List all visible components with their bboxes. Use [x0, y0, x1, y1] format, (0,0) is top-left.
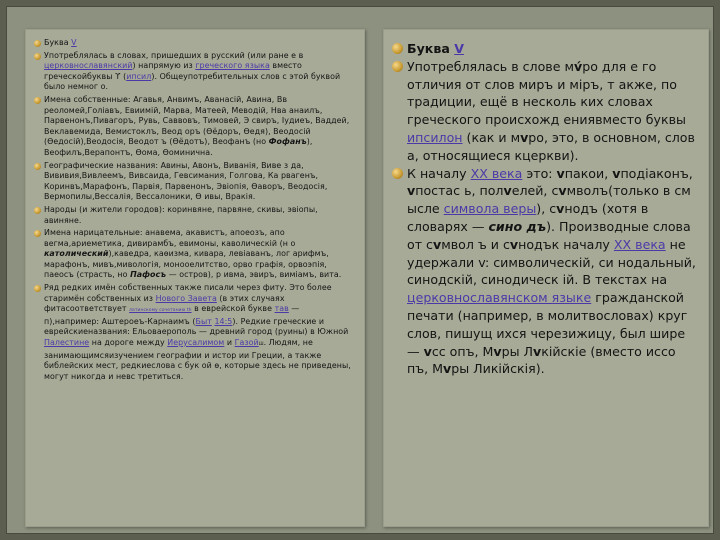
- text-run: ), с: [536, 201, 557, 217]
- bullet-icon: [392, 168, 403, 179]
- text-run: елей, с: [511, 183, 559, 199]
- text-run: Фофанъ: [268, 137, 307, 147]
- text-run: ). Производные слова от с: [407, 218, 691, 252]
- bullet-icon: [34, 163, 41, 170]
- text-run: Имена нарицательные: анавема, акавистъ, апоеозъ, апо вегма,ариеметика, дивирамбъ, евимоны, каволическій (н о: [44, 228, 296, 248]
- text-run: сс опъ, М: [431, 343, 494, 359]
- text-run: Имена собственные: Агавья, Анвимъ, Аванасій, Авина, Вв реоломей,Голіавъ, Евиимій, Марва, Матеей, Меводій, Нва анаилъ, Парвенонъ,Пивагоръ, Рувь, Саввовъ, Тимовей, Э свиръ, Іудиеъ, Ваддей, Веклавемида, Вемистоклъ, Веод оръ (Өёдоръ, Өедя), Веодосій (Өедосій),Веодосія, Веодот ъ (Өёдотъ), Веофанъ (но: [44, 94, 350, 147]
- right-text-panel: [383, 29, 709, 527]
- text-run: Пафосъ: [130, 270, 167, 280]
- text-run: v: [556, 165, 565, 181]
- text-run: подіаконъ,: [620, 165, 693, 181]
- bullet-item: [34, 95, 356, 159]
- text-run: в еврейской букве: [191, 304, 275, 314]
- text-link[interactable]: церковнославянском языке: [407, 290, 592, 306]
- text-run: и: [224, 338, 235, 348]
- text-run: ро для е го отличия от слов миръ и міръ, т акже, по традиции, ещё в несколь ких словах греческого происхожд ениявместо буквы: [407, 58, 686, 128]
- text-run: нодък началу: [518, 236, 614, 252]
- text-run: это:: [522, 165, 557, 181]
- bullet-item: [34, 228, 356, 281]
- text-link[interactable]: Газой: [234, 338, 259, 348]
- bullet-icon: [34, 53, 41, 60]
- text-run: ) напрямую из: [132, 61, 196, 71]
- text-link[interactable]: 14:5: [214, 316, 233, 326]
- text-link[interactable]: Палестине: [44, 338, 90, 348]
- text-run: v: [423, 343, 432, 359]
- bullet-icon: [34, 40, 41, 47]
- bullet-item: [34, 38, 356, 49]
- text-run: кійскіе (вместо иссо пъ, М: [407, 343, 676, 377]
- text-link[interactable]: символа веры: [443, 201, 537, 217]
- text-run: мвол ъ и с: [441, 236, 510, 252]
- text-run: ро, это, в основном, слов а, относящиеся кцеркви).: [407, 129, 695, 163]
- text-run: вместо греческойбуквы ϒ (: [44, 61, 302, 81]
- text-run: Ш: [258, 342, 264, 348]
- text-link[interactable]: греческого языка: [195, 61, 270, 71]
- text-link[interactable]: V: [71, 38, 77, 47]
- text-run: v: [407, 183, 416, 199]
- text-run: гражданской печати (например, в молитвословах) круг слов, пишущ ихся черезижицу, был шире —: [407, 290, 688, 359]
- text-run: сино дъ: [488, 218, 547, 234]
- text-link[interactable]: ипсилон: [407, 129, 463, 145]
- bullet-item: [34, 283, 356, 382]
- bullet-item: [34, 51, 356, 93]
- bullet-icon: [34, 285, 41, 292]
- text-link[interactable]: ипсил: [126, 71, 152, 81]
- text-run: (в этих случаях фитасоответствует: [44, 293, 285, 314]
- text-run: v: [503, 183, 512, 199]
- bullet-item: [34, 161, 356, 203]
- text-run: Буква: [407, 41, 455, 56]
- bullet-icon: [34, 97, 41, 104]
- text-run: Ряд редких имён собственных также писали через фиту. Это более старимён собственных из: [44, 283, 332, 303]
- text-run: . Людям, не занимающимсяизучением географии и истор ии Греции, а также библейских мест, редкиеслова с бук ой ѳ, которые здесь не приведены, могут никогда и невс третиться.: [44, 338, 351, 381]
- text-link[interactable]: Нового Завета: [155, 293, 217, 303]
- text-run: v: [520, 129, 529, 145]
- text-run: v: [432, 236, 442, 252]
- text-run: ры Л: [501, 343, 534, 359]
- bullet-item: [34, 205, 356, 226]
- text-run: на дороге между: [89, 338, 168, 348]
- bullet-icon: [34, 230, 41, 237]
- text-run: ). Редкие греческие и еврейскиеназвания: Ельоваерополь — древний город (руины) в Южной: [44, 316, 349, 337]
- text-run: v: [509, 236, 519, 252]
- text-link[interactable]: XX века: [613, 236, 666, 252]
- text-run: ). Общеупотребительных слов с этой буквой было немног о.: [44, 71, 341, 92]
- text-run: v: [533, 343, 542, 359]
- right-bullet-list: [392, 40, 700, 378]
- slide-frame: [6, 6, 714, 534]
- text-run: — п),например: Аштероеъ-Карнаимъ (: [44, 304, 300, 326]
- text-run: Буква: [44, 38, 72, 47]
- text-run: v: [612, 165, 621, 181]
- text-run: — остров), р ивма, эвиръ, вимiамъ, вита.: [166, 270, 342, 280]
- bullet-icon: [392, 61, 403, 72]
- left-text-panel: [25, 29, 365, 527]
- bullet-item: [392, 40, 700, 58]
- text-link[interactable]: церковнославянский: [44, 61, 133, 71]
- text-link[interactable]: XX века: [470, 165, 523, 181]
- bullet-item: [392, 58, 700, 165]
- text-run: не удержали v: символическій, си нодальный, синодскій, синодическ ій. В текстах на: [407, 236, 696, 288]
- bullet-icon: [392, 43, 403, 54]
- text-run: католический: [44, 249, 109, 259]
- text-run: v: [493, 343, 502, 359]
- text-run: Употреблялась в словах, пришедших в русский (или ране е в: [44, 50, 304, 60]
- left-bullet-list: [34, 38, 356, 382]
- text-link[interactable]: Иерусалимом: [167, 338, 225, 348]
- text-link[interactable]: Быт: [195, 316, 212, 326]
- text-run: пакои,: [564, 165, 613, 181]
- text-link[interactable]: латинскому сочетанию th: [129, 308, 192, 314]
- text-link[interactable]: V: [454, 41, 464, 56]
- text-run: v́: [573, 58, 583, 74]
- text-run: v: [556, 201, 565, 217]
- text-run: v: [443, 361, 452, 377]
- text-run: нодъ (хотя в словарях —: [407, 201, 649, 234]
- bullet-icon: [34, 207, 41, 214]
- text-run: К началу: [407, 165, 471, 181]
- text-run: мволъ(только в см ысле: [407, 183, 691, 217]
- text-run: (как и м: [462, 129, 521, 145]
- text-run: Народы (и жители городов): коринвяне, парвяне, скивы, эвіопы, авиняне.: [44, 204, 318, 225]
- bullet-item: [392, 165, 700, 379]
- text-run: ),каведра, каѳизма, кивара, левіаванъ, лог арифмъ, марафонъ, мивъ,мивологія, монооелитство, орво графія, орвоэпія, паеосъ (страсть, но: [44, 249, 329, 280]
- text-run: v: [558, 183, 567, 199]
- text-run: ), Веофилъ,Верапонтъ, Өома, Өоминична.: [44, 137, 313, 157]
- text-link[interactable]: тав: [274, 304, 289, 314]
- text-run: Употреблялась в слове м: [407, 58, 574, 74]
- text-run: ры Ликійскія).: [451, 361, 545, 377]
- text-run: постас ь, пол: [415, 183, 504, 199]
- text-run: Географические названия: Авины, Авонъ, Виванія, Виве з да, Вививия,Вивлеемъ, Вивсаида, Гевсимания, Голгова, Ка рвагенъ, Коринвъ,Марафонъ, Парвія, Парвенонъ, Эвіопія, Өаворъ, Веодосія, Вермопилы,Вессалія, Вессалоники, Ө ивы, Вракія.: [44, 160, 328, 202]
